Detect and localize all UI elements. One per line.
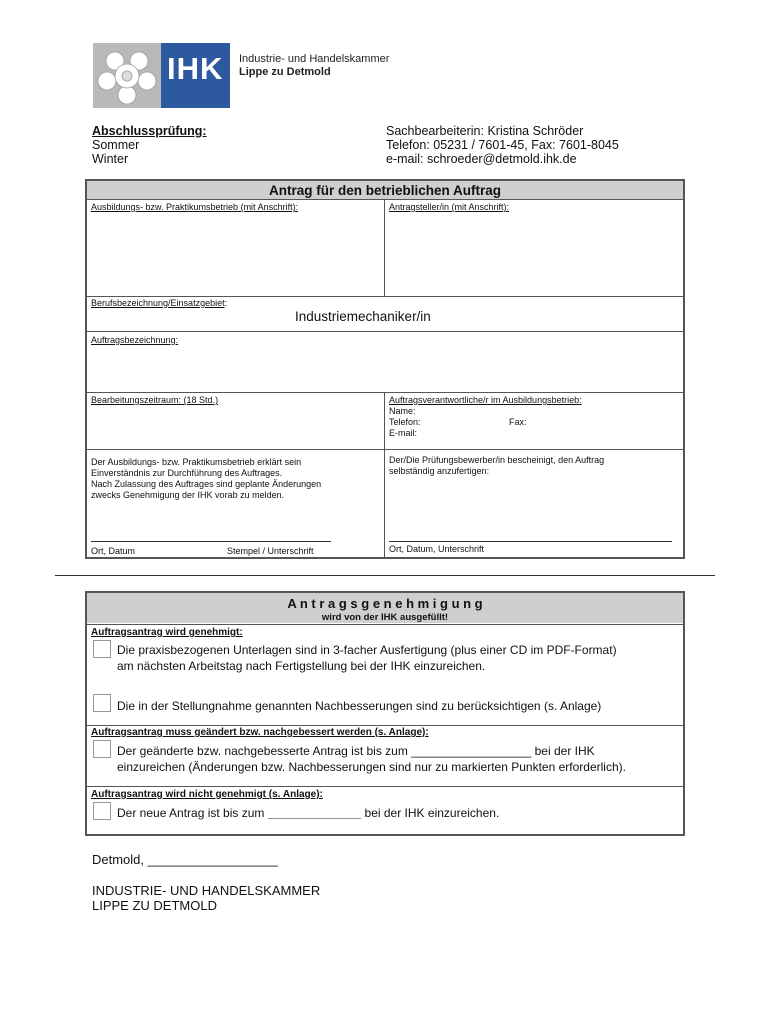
- page-divider: [55, 575, 715, 576]
- statement-line: selbständig anzufertigen:: [389, 466, 490, 476]
- approved-heading: Auftragsantrag wird genehmigt:: [91, 627, 243, 638]
- company-signature-line[interactable]: [91, 541, 331, 542]
- contact-phone: Telefon: 05231 / 7601-45, Fax: 7601-8045: [386, 138, 619, 152]
- phone-label: Telefon:: [389, 417, 421, 427]
- option-text-pre: Der neue Antrag ist bis zum: [117, 806, 265, 820]
- season-summer: Sommer: [92, 138, 140, 152]
- company-consent: [91, 457, 376, 501]
- contact-person: Sachbearbeiterin: Kristina Schröder: [386, 124, 584, 138]
- change-heading: Auftragsantrag muss geändert bzw. nachgebessert werden (s. Anlage):: [91, 727, 429, 738]
- option-text-line: Die praxisbezogenen Unterlagen sind in 3-facher Ausfertigung (plus einer CD im PDF-Format): [117, 643, 617, 657]
- rejected-option-text: [117, 805, 499, 821]
- approved-option1-text: [117, 642, 617, 674]
- footer-org-line1: INDUSTRIE- UND HANDELSKAMMER: [92, 883, 321, 898]
- applicant-label: Antragsteller/in (mit Anschrift):: [389, 202, 510, 212]
- application-form: [85, 179, 685, 559]
- approval-form: [85, 591, 685, 836]
- company-label: Ausbildungs- bzw. Praktikumsbetrieb (mit Anschrift):: [91, 202, 299, 212]
- approval-title: A n t r a g s g e n e h m i g u n g: [287, 596, 483, 611]
- contact-email: e-mail: schroeder@detmold.ihk.de: [386, 152, 577, 166]
- chamber-name-line2: Lippe zu Detmold: [239, 66, 331, 78]
- consent-line: Nach Zulassung des Auftrages sind geplante Änderungen: [91, 479, 322, 489]
- rejected-heading: Auftragsantrag wird nicht genehmigt (s. Anlage):: [91, 789, 323, 800]
- approved-option1-checkbox[interactable]: [93, 640, 111, 658]
- responsible-label: Auftragsverantwortliche/r im Ausbildungsbetrieb:: [389, 395, 582, 405]
- change-option-text: [117, 743, 626, 775]
- applicant-field[interactable]: [386, 213, 682, 295]
- consent-line: Der Ausbildungs- bzw. Praktikumsbetrieb erklärt sein: [91, 457, 302, 467]
- form-title: Antrag für den betrieblichen Auftrag: [87, 181, 683, 199]
- approved-option2-checkbox[interactable]: [93, 694, 111, 712]
- approved-option2-text: Die in der Stellungnahme genannten Nachbesserungen sind zu berücksichtigen (s. Anlage): [117, 699, 602, 713]
- profession-value: Industriemechaniker/in: [295, 309, 431, 324]
- footer-place: Detmold, __________________: [92, 852, 278, 867]
- phone-fax-row: [389, 417, 582, 428]
- profession-label-row: [91, 298, 227, 309]
- candidate-signature-line[interactable]: [389, 541, 672, 542]
- exam-info: [92, 124, 207, 166]
- rejected-option-checkbox[interactable]: [93, 802, 111, 820]
- candidate-statement: [389, 455, 679, 477]
- chamber-name: [239, 53, 389, 79]
- ihk-logo: [93, 43, 230, 108]
- option-text-line: am nächsten Arbeitstag nach Fertigstellung bei der IHK einzureichen.: [117, 659, 486, 673]
- consent-line: Einverständnis zur Durchführung des Auftrages.: [91, 468, 283, 478]
- contact-info: [386, 124, 619, 166]
- option-text-line: einzureichen (Änderungen bzw. Nachbesserungen sind nur zu markierten Punkten erforderlich).: [117, 760, 626, 774]
- email-label: E-mail:: [389, 428, 418, 438]
- statement-line: Der/Die Prüfungsbewerber/in bescheinigt, den Auftrag: [389, 455, 605, 465]
- season-winter: Winter: [92, 152, 129, 166]
- approval-title-bar: [87, 593, 683, 623]
- fax-label: Fax:: [509, 417, 527, 427]
- place-date-left: Ort, Datum: [91, 546, 136, 556]
- footer-org-line2: LIPPE ZU DETMOLD: [92, 898, 217, 913]
- option-text-post: bei der IHK einzureichen.: [364, 806, 500, 820]
- profession-colon: :: [224, 298, 228, 308]
- footer-org: [92, 883, 320, 913]
- responsible-block: [389, 395, 582, 439]
- chamber-name-line1: Industrie- und Handelskammer: [239, 53, 390, 65]
- deadline-blank[interactable]: ______________: [267, 806, 362, 820]
- place-date-sig-right: Ort, Datum, Unterschrift: [389, 544, 485, 554]
- name-label: Name:: [389, 406, 416, 416]
- ihk-wordmark: IHK: [161, 43, 230, 108]
- change-option-checkbox[interactable]: [93, 740, 111, 758]
- exam-label: Abschlussprüfung:: [92, 124, 207, 138]
- profession-label: Berufsbezeichnung/Einsatzgebiet: [91, 298, 225, 308]
- consent-line: zwecks Genehmigung der IHK vorab zu melden.: [91, 490, 285, 500]
- approval-subtitle: wird von der IHK ausgefüllt!: [321, 612, 449, 623]
- period-label: Bearbeitungszeitraum: (18 Std.): [91, 395, 219, 405]
- stamp-signature-label: Stempel / Unterschrift: [227, 546, 314, 556]
- order-field[interactable]: [87, 347, 683, 391]
- order-label: Auftragsbezeichnung:: [91, 335, 179, 345]
- rose-emblem-icon: [93, 43, 161, 108]
- company-field[interactable]: [87, 213, 383, 295]
- option-text-line: Der geänderte bzw. nachgebesserte Antrag ist bis zum __________________ bei der IHK: [117, 744, 595, 758]
